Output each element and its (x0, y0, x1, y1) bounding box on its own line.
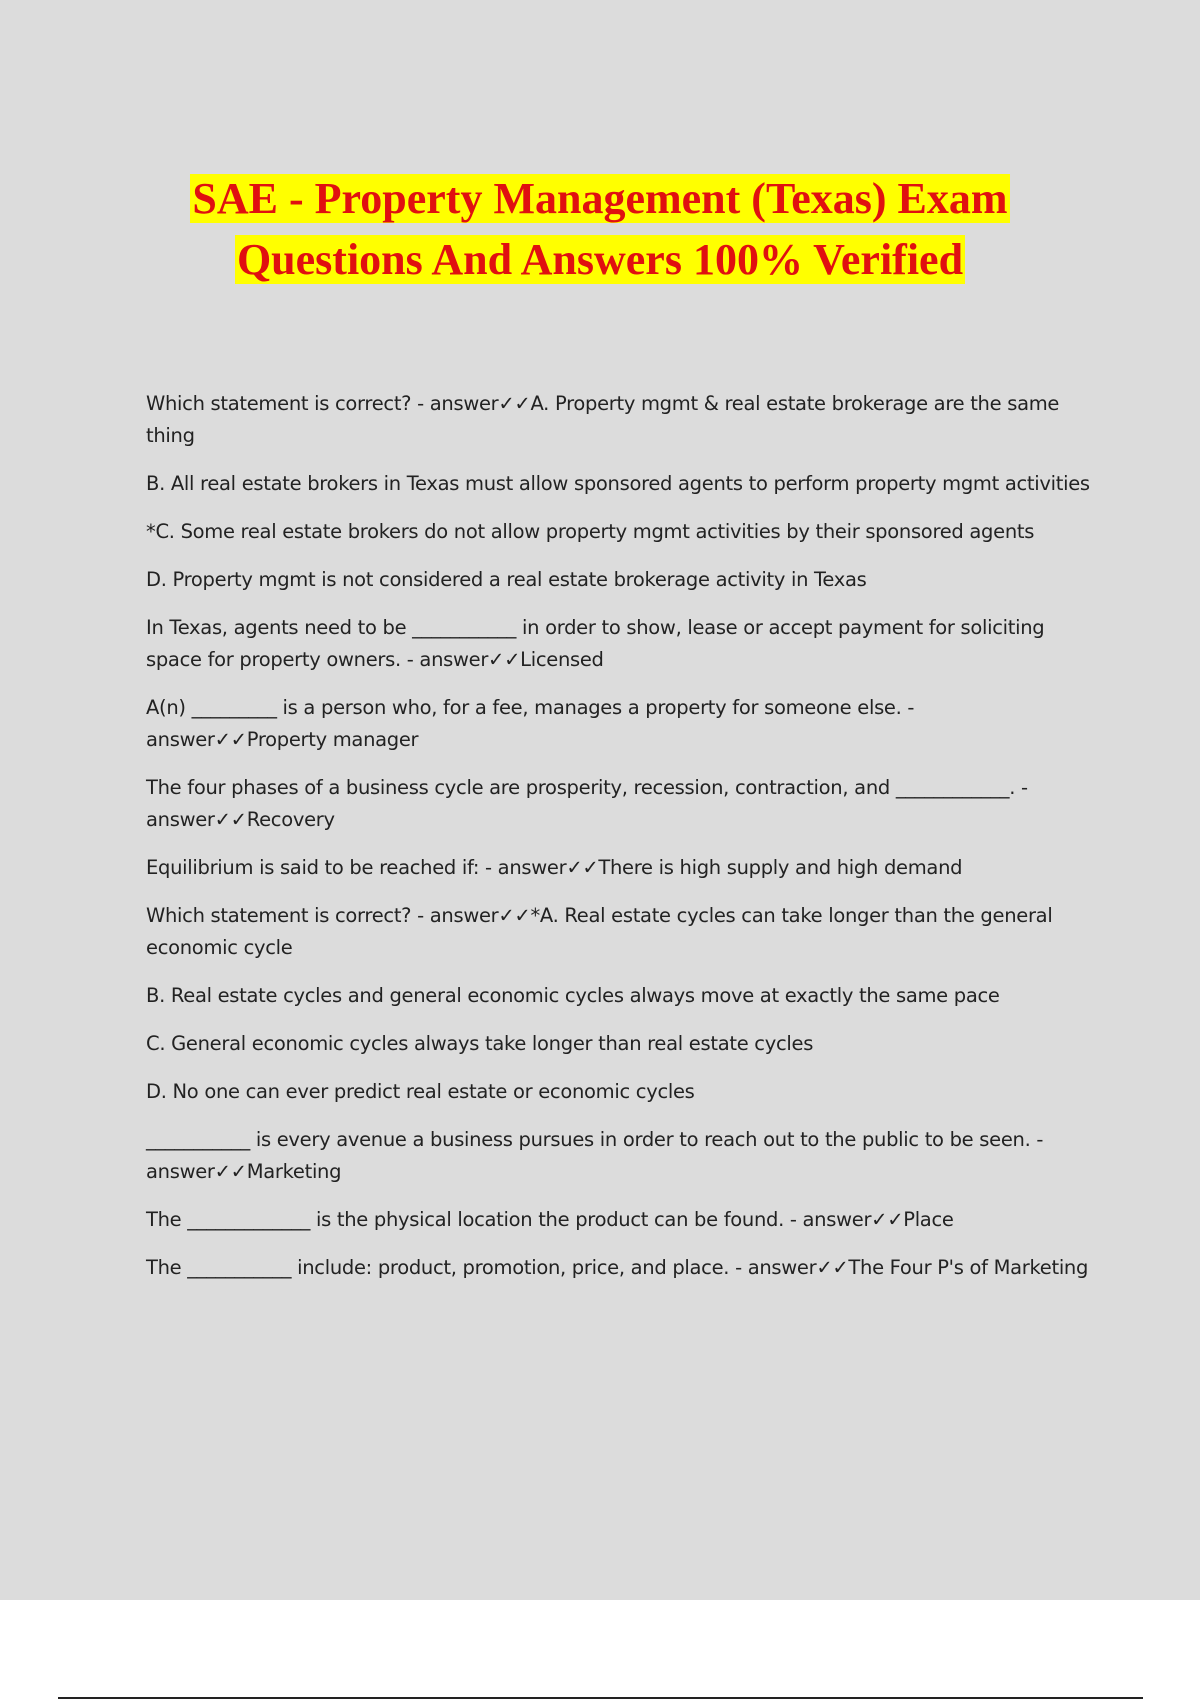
paragraph: B. Real estate cycles and general economic cycles always move at exactly the same pace (146, 984, 1000, 1007)
paragraph: C. General economic cycles always take longer than real estate cycles (146, 1032, 814, 1055)
title-line-2: Questions And Answers 100% Verified (236, 235, 964, 284)
title-line-1: SAE - Property Management (Texas) Exam (192, 174, 1008, 223)
paragraph: Equilibrium is said to be reached if: - answer✓✓There is high supply and high demand (146, 856, 963, 879)
footer-divider (58, 1697, 1143, 1699)
paragraph: D. No one can ever predict real estate or economic cycles (146, 1080, 695, 1103)
paragraph: D. Property mgmt is not considered a real estate brokerage activity in Texas (146, 568, 867, 591)
document-title (0, 168, 1200, 290)
paragraph: In Texas, agents need to be ___________ in order to show, lease or accept payment for soliciting space for property owners. - answer✓✓Licensed (146, 616, 1045, 671)
paragraph: B. All real estate brokers in Texas must allow sponsored agents to perform property mgmt activities (146, 472, 1090, 495)
document-body (146, 388, 1096, 1300)
paragraph: The _____________ is the physical location the product can be found. - answer✓✓Place (146, 1208, 954, 1231)
paragraph: The four phases of a business cycle are prosperity, recession, contraction, and ____________. - answer✓✓Recovery (146, 776, 1028, 831)
paragraph: The ___________ include: product, promotion, price, and place. - answer✓✓The Four P's of Marketing (146, 1256, 1089, 1279)
paragraph: Which statement is correct? - answer✓✓A. Property mgmt & real estate brokerage are the same thing (146, 392, 1060, 447)
paragraph: Which statement is correct? - answer✓✓*A. Real estate cycles can take longer than the general economic cycle (146, 904, 1053, 959)
paragraph: *C. Some real estate brokers do not allow property mgmt activities by their sponsored agents (146, 520, 1035, 543)
paragraph: ___________ is every avenue a business pursues in order to reach out to the public to be seen. - answer✓✓Marketing (146, 1128, 1044, 1183)
paragraph: A(n) _________ is a person who, for a fee, manages a property for someone else. - answer✓✓Property manager (146, 696, 915, 751)
